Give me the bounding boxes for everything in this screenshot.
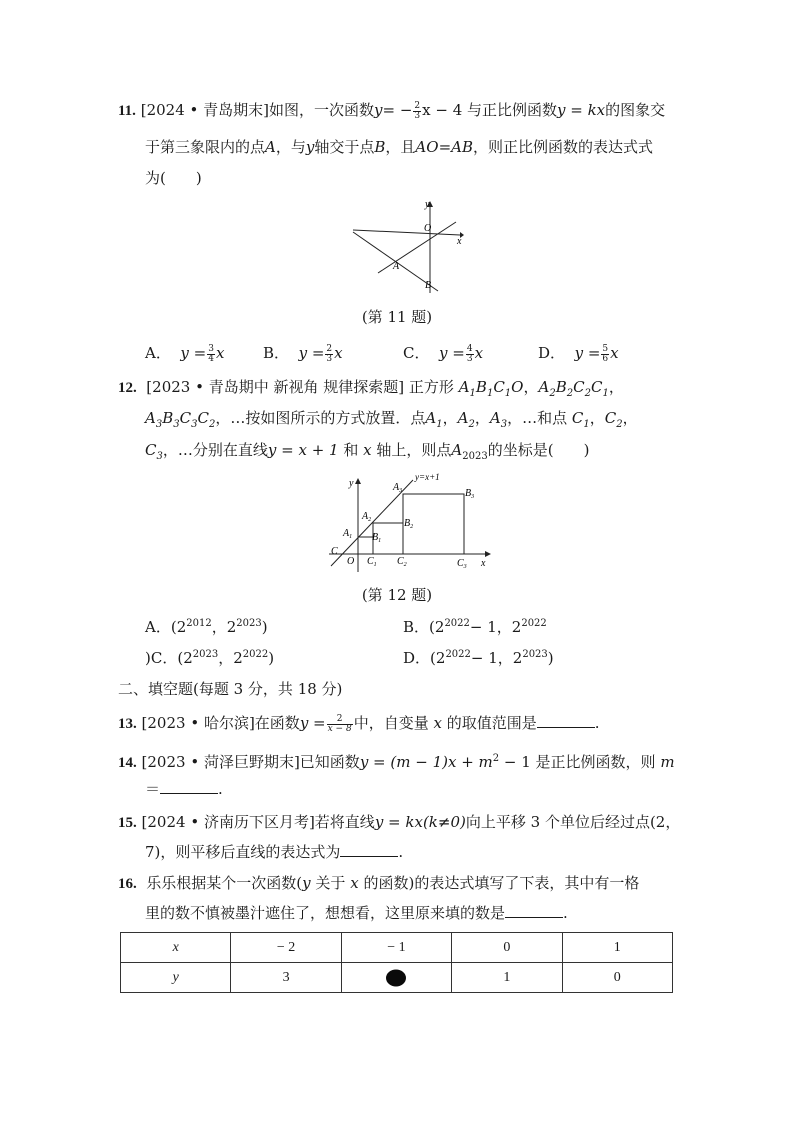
label-A: A <box>393 261 400 272</box>
label-x: x <box>481 558 486 569</box>
q16-line2: 里的数不慎被墨汁遮住了，想想看，这里原来填的数是 . <box>145 904 568 922</box>
q11-line3: 为( ) <box>145 169 202 187</box>
q11-option-b[interactable]: B． y = $\frac{2}{3}$ x <box>263 343 343 364</box>
q12-line1: 12. [2023 • 青岛期中 新视角 规律探索题] 正方形 $A_1B_1C_1O$，$A_2B_2C_2C_1$， <box>118 378 624 399</box>
q12-option-d[interactable]: D．($2^{2022}- 1$，$2^{2023}$) <box>403 649 554 667</box>
label-C1: $C_1$ <box>367 556 377 568</box>
q11-option-c[interactable]: C． y = $\frac{4}{3}$ x <box>403 343 484 364</box>
square-1 <box>358 537 373 554</box>
table-cell: x <box>121 933 231 963</box>
q13-line: 13. [2023 • 哈尔滨]在函数y = $\frac{2}{x - 8}$ 中，自变量 x 的取值范围是 . <box>118 713 600 734</box>
table-row-y <box>121 963 673 993</box>
q11-fraction: $\frac{2}{3}$ <box>414 100 421 121</box>
table-cell: 0 <box>452 933 562 963</box>
y-axis-arrow <box>355 478 361 484</box>
label-A3: $A_3$ <box>393 482 403 494</box>
label-A2: $A_2$ <box>362 511 372 523</box>
q14-answer-blank[interactable] <box>160 779 218 794</box>
label-line: y=x+1 <box>415 472 440 482</box>
q11-source: [2024 • 青岛期末] <box>140 101 269 119</box>
label-C: C <box>331 546 338 557</box>
x-axis-arrow <box>485 551 491 557</box>
q11-line2: 于第三象限内的点A，与y轴交于点B，且AO=AB，则正比例函数的表达式式 <box>145 138 654 156</box>
label-A1: $A_1$ <box>343 528 353 540</box>
ink-blot-cell <box>341 963 451 993</box>
q14-line2: ＝ . <box>145 780 223 798</box>
q12-line2: $A_3B_3C_3C_2$，…按如图所示的方式放置．点$A_1$，$A_2$，$A_3$，…和点 $C_1$，$C_2$， <box>145 409 638 430</box>
q15-line2: 7)，则平移后直线的表达式为 . <box>145 843 404 861</box>
table-cell: 3 <box>231 963 341 993</box>
q16-answer-blank[interactable] <box>505 903 563 918</box>
q15-answer-blank[interactable] <box>340 842 398 857</box>
q12-option-a[interactable]: A．($2^{2012}$，$2^{2023}$) <box>145 618 268 636</box>
q11-line1: 11. [2024 • 青岛期末]如图，一次函数y= − $\frac{2}{3}$ x − 4 与正比例函数y = kx的图象交 <box>118 100 666 121</box>
label-B3: $B_3$ <box>465 488 475 500</box>
q11-option-a[interactable]: A． y = $\frac{3}{4}$ x <box>145 343 225 364</box>
table-cell: 0 <box>562 963 672 993</box>
ink-blot-icon <box>385 968 407 988</box>
table-cell: 1 <box>562 933 672 963</box>
q14-line1: 14. [2023 • 菏泽巨野期末]已知函数$y = (m - 1)x + m^2 - 1$ 是正比例函数，则 m <box>118 753 675 771</box>
label-B: B <box>425 280 432 291</box>
table-cell: − 2 <box>231 933 341 963</box>
q11-option-d[interactable]: D． y = $\frac{5}{6}$ x <box>538 343 619 364</box>
label-B2: $B_2$ <box>404 518 414 530</box>
q12-option-c[interactable]: )C．($2^{2023}$，$2^{2022}$) <box>145 649 275 667</box>
table-cell: y <box>121 963 231 993</box>
label-C2: $C_2$ <box>397 556 407 568</box>
section-heading: 二、填空题(每题 3 分，共 18 分) <box>118 680 343 698</box>
q11-figure <box>348 195 468 295</box>
label-O: O <box>347 556 355 567</box>
label-O: O <box>424 223 432 234</box>
q12-option-b[interactable]: B．($2^{2022}- 1$，$2^{2022}$ <box>403 618 547 636</box>
q11-number: 11. <box>118 103 136 119</box>
table-cell: − 1 <box>341 933 451 963</box>
q12-figure <box>325 468 495 578</box>
x-axis <box>353 230 460 235</box>
label-B1: $B_1$ <box>372 532 382 544</box>
label-y: y <box>349 478 354 489</box>
q13-answer-blank[interactable] <box>537 713 595 728</box>
proportional-function-line <box>378 222 456 273</box>
q12-line3: $C_3$，…分别在直线y = x + 1 和 x 轴上，则点$A_{2023}$的坐标是( ) <box>145 441 590 462</box>
q11-caption: (第 11 题) <box>361 308 433 326</box>
label-C3: $C_3$ <box>457 558 467 570</box>
table-cell: 1 <box>452 963 562 993</box>
q16-table <box>120 932 673 993</box>
label-y: y <box>425 199 430 210</box>
label-x: x <box>457 236 462 247</box>
q15-line1: 15. [2024 • 济南历下区月考]若将直线y = kx(k≠0)向上平移 3 个单位后经过点(2， <box>118 813 681 831</box>
q16-line1: 16. 乐乐根据某个一次函数(y 关于 x 的函数)的表达式填写了下表，其中有一格 <box>118 874 640 892</box>
table-row-x <box>121 933 673 963</box>
q12-caption: (第 12 题) <box>361 586 433 604</box>
